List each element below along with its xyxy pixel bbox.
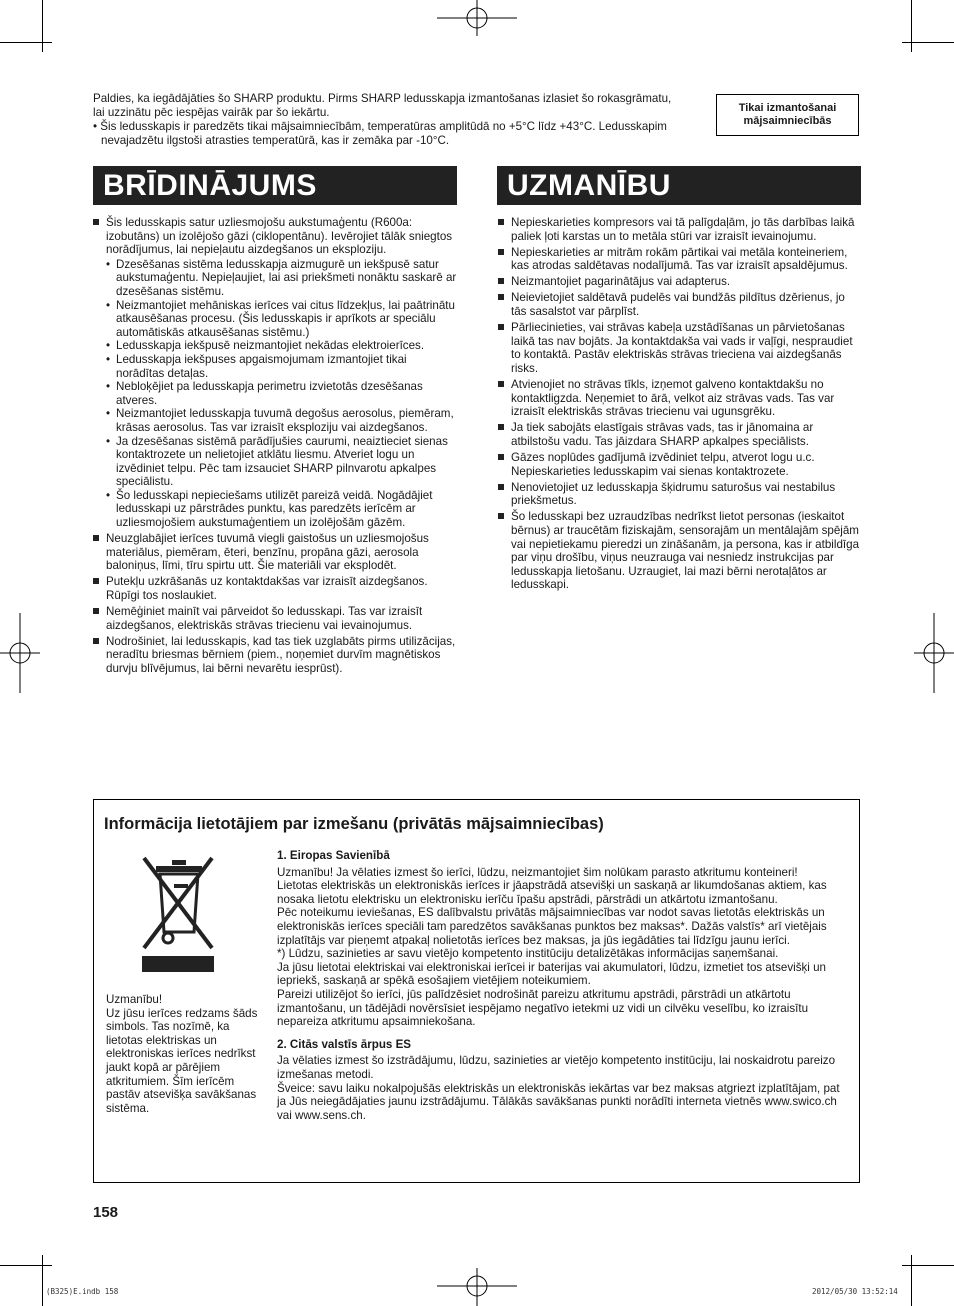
bullet-dot-icon: • [106, 298, 111, 312]
crop-mark [902, 1265, 954, 1266]
warning-subitem-text: Dzesēšanas sistēma ledusskapja aizmugurē un iekšpusē satur aukstumaģentu. Nepieļaujiet, lai asi priekšmeti nonāktu saskarē ar dzesēšanas sistēmu. [116, 257, 457, 298]
eu-paragraph: Pēc noteikumu ieviešanas, ES dalībvalstu privātās mājsaimniecības var nodot savas lietotās elektriskās un elektroniskās ierīces speciāli tam paredzētos savākšanas punktos bez maksas*. Dažās valstīs* arī vietējais izplatītājs var pieņemt atpakaļ nolietotās ierīces bez maksas, ja jūs iegādāties tai līdzīgu jaunu ierīci. [277, 906, 827, 947]
warning-subitem-text: Ja dzesēšanas sistēmā parādījušies caurumi, neaiztieciet sienas kontaktrozete un nelietojiet atklātu liesmu. Atveriet logu un izvēdiniet telpu. Pēc tam izsauciet SHARP pilnvarotu apkalpes speciālistu. [116, 434, 448, 489]
badge-line-1: Tikai izmantošanai [738, 102, 837, 114]
caution-item [497, 321, 862, 375]
caution-item-text: Atvienojiet no strāvas tīkls, izņemot galveno kontaktdakšu no kontaktligzda. Neņemiet to ārā, velkot aiz strāvas vads. Tas var izraisīt elektriskās strāvas triecienu vai ugunsgrēku. [511, 378, 835, 419]
warning-subitem [106, 339, 458, 353]
bullet-dot-icon: • [106, 339, 111, 353]
bullet-square-icon [498, 294, 504, 300]
eu-paragraph: Pareizi utilizējot šo ierīci, jūs palīdzēsiet nodrošināt pareizu atkritumu apstrādi, pārstrādi un atkārtotu izmantošanu, un tādējādi novērsīsiet iespējamo negatīvo ietekmi uz vidi un cilvēku veselību, ko izraisītu nepareiza atkritumu apsaimniekošana. [277, 987, 809, 1029]
bullet-square-icon [498, 454, 504, 460]
warning-item-text: Putekļu uzkrāšanās uz kontaktdakšas var izraisīt aizdegšanos. Rūpīgi tos noslaukiet. [106, 575, 428, 603]
intro-paragraph: Paldies, ka iegādājāties šo SHARP produktu. Pirms SHARP ledusskapja izmantošanas izlasiet šo rokasgrāmatu, lai uzzinātu pēc iespējas vairāk par šo iekārtu. [93, 92, 672, 119]
crop-mark [911, 1255, 912, 1306]
warning-list [92, 216, 458, 678]
warning-subitem-text: Neizmantojiet mehāniskas ierīces vai citus līdzekļus, lai paātrinātu atkausēšanas procesu. (Šis ledusskapis ir aprīkots ar speciālu automātiskās atkausēšanas sistēmu.) [116, 298, 455, 339]
symbol-note-line: Uzmanību! [106, 993, 163, 1006]
caution-item [497, 421, 862, 448]
caution-item-text: Gāzes noplūdes gadījumā izvēdiniet telpu, atverot logu u.c. Nepieskarieties ledusskapim vai sienas kontaktrozete. [511, 451, 815, 478]
crop-mark [42, 1255, 43, 1306]
bullet-square-icon [93, 578, 99, 584]
bullet-square-icon [498, 381, 504, 387]
bullet-square-icon [498, 513, 504, 519]
non-eu-section-text [277, 1054, 847, 1122]
bullet-square-icon [93, 219, 99, 225]
caution-item [497, 275, 862, 289]
disposal-sections [277, 849, 847, 1122]
eu-paragraph: Uzmanību! Ja vēlaties izmest šo ierīci, lūdzu, neizmantojiet šim nolūkam parasto atkritumu konteineri! [277, 865, 798, 879]
caution-item-text: Ja tiek sabojāts elastīgais strāvas vads, tas ir jānomaina ar atbilstošu vadu. Tas jāizdara SHARP apkalpes speciālists. [511, 421, 814, 448]
warning-subitem-text: Ledusskapja iekšpusē neizmantojiet nekādas elektroierīces. [116, 339, 425, 353]
bullet-dot-icon: • [106, 407, 111, 421]
bullet-square-icon [93, 638, 99, 644]
bullet-dot-icon: • [106, 257, 111, 271]
non-eu-paragraph: Ja vēlaties izmest šo izstrādājumu, lūdzu, sazinieties ar vietējo kompetento institūciju, lai noskaidrotu pareizo izmešanas metodi. [277, 1054, 836, 1081]
registration-mark-top [437, 0, 517, 36]
caution-item-text: Šo ledusskapi bez uzraudzības nedrīkst lietot personas (ieskaitot bērnus) ar traucētām fiziskajām, sensorajām un mentālajām spējām vai nepietiekamu pieredzi un zināšanām, ja persona, kas ir atbildīga par viņu drošību, viņus neuzrauga vai nesniedz instrukcijas par ledusskapja lietošanu. Uzraugiet, lai mazi bērni nerotaļātos ar ledusskapi. [511, 510, 860, 592]
symbol-note-line: Uz jūsu ierīces redzams šāds simbols. Tas nozīmē, ka lietotas elektriskas un elektroniskas ierīces nedrīkst jaukt kopā ar pārējiem atkritumiem. Šīm ierīcēm pastāv atsevišķa savākšanas sistēma. [106, 1006, 258, 1115]
intro-text [93, 92, 683, 148]
caution-item [497, 216, 862, 243]
warning-item [92, 532, 458, 573]
crop-mark [0, 1265, 52, 1266]
registration-mark-left [0, 613, 40, 693]
caution-item [497, 481, 862, 508]
warning-subitem-text: Nebloķējiet pa ledusskapja perimetru izvietotās dzesēšanas atveres. [116, 380, 423, 407]
warning-subitem [106, 299, 458, 340]
crop-mark [911, 0, 912, 52]
badge-line-2: mājsaimniecībās [743, 115, 832, 127]
eu-section-title: 1. Eiropas Savienībā [277, 849, 390, 862]
caution-item [497, 510, 862, 592]
crop-mark [42, 0, 43, 52]
warning-subitem [106, 258, 458, 299]
crop-mark [902, 42, 954, 43]
registration-mark-right [914, 613, 954, 693]
eu-paragraph: *) Lūdzu, sazinieties ar savu vietējo kompetento institūciju detalizētākas informācijas saņemšanai. [277, 947, 779, 961]
bullet-square-icon [498, 278, 504, 284]
footer-date: 2012/05/30 13:52:14 [812, 1287, 898, 1296]
non-eu-section-title: 2. Citās valstīs ārpus ES [277, 1037, 412, 1051]
bullet-dot-icon: • [106, 352, 111, 366]
warning-item-text: Neuzglabājiet ierīces tuvumā viegli gaistošus un uzliesmojošus materiālus, piemēram, ēteri, benzīnu, propāna gāzi, aerosola baloniņus, līmi, tīru spirtu utt. Šie materiāli var eksplodēt. [106, 532, 429, 573]
warning-item [92, 575, 458, 602]
page-number: 158 [93, 1204, 119, 1221]
warning-subitem [106, 353, 458, 380]
caution-item-text: Pārliecinieties, vai strāvas kabeļa uzstādīšanas un pārvietošanas laikā tas nav bojāts. Ja kontaktdakša vai vads ir vaļīgi, nespraudiet to kontaktā. Pastāv elektriskās strāvas trieciena vai aizdegšanās risks. [511, 321, 853, 375]
registration-mark-bottom [437, 1268, 517, 1306]
symbol-note [106, 993, 258, 1115]
caution-item-text: Nenovietojiet uz ledusskapja šķidrumu saturošus vai nestabilus priekšmetus. [511, 480, 836, 508]
bullet-dot-icon: • [106, 488, 111, 502]
bullet-square-icon [498, 324, 504, 330]
caution-item-text: Neievietojiet saldētavā pudelēs vai bundžās pildītus dzērienus, jo tās sasalstot var pārplīst. [511, 291, 845, 319]
warning-item-text: Nodrošiniet, lai ledusskapis, kad tas tiek uzglabāts pirms utilizācijas, neradītu briesmas bērniem (piem., noņemiet durvīm magnētiskos durvju blīvējumus, lai bērni nevarētu iesprūst). [106, 634, 456, 675]
warning-item-text: Šis ledusskapis satur uzliesmojošu aukstumaģentu (R600a: izobutāns) un izolējošo gāzi (ciklopentānu). Ievērojiet tālāk sniegtos norādījumus, lai nepieļautu aizdegšanos un eksploziju. [106, 216, 453, 257]
eu-section-text [277, 866, 847, 1029]
warning-subitem-text: Šo ledusskapi nepieciešams utilizēt pareizā veidā. Nogādājiet ledusskapi uz pārstrādes punktu, kas paredzēts ierīcēm ar uzliesmojošiem aukstumaģentiem un izolējošām gāzēm. [116, 488, 433, 530]
caution-item-text: Neizmantojiet pagarinātājus vai adapterus. [511, 275, 731, 289]
warning-subitem-text: Neizmantojiet ledusskapja tuvumā degošus aerosolus, piemēram, krāsas aerosolus. Tas var izraisīt eksploziju vai aizdegšanos. [116, 407, 454, 434]
caution-item-text: Nepieskarieties ar mitrām rokām pārtikai vai metāla konteineriem, kas atrodas saldētavas nodalījumā. Tas var izraisīt apsaldējumus. [511, 245, 848, 273]
warning-item [92, 635, 458, 676]
warning-subitem [106, 380, 458, 407]
warning-subitem-text: Ledusskapja iekšpuses apgaismojumam izmantojiet tikai norādītas detaļas. [116, 352, 407, 380]
warning-item [92, 605, 458, 632]
intro-bullet: • Šis ledusskapis ir paredzēts tikai mājsaimniecībām, temperatūras amplitūdā no +5°C līdz +43°C. Ledusskapim nevajadzētu ilgstoši atrasties temperatūrā, kas ir zemāka par -10°C. [93, 120, 667, 147]
disposal-title: Informācija lietotājiem par izmešanu (privātās mājsaimniecības) [104, 815, 604, 833]
warning-sublist [106, 258, 458, 530]
warning-subitem [106, 407, 458, 434]
caution-item [497, 451, 862, 478]
bullet-square-icon [93, 608, 99, 614]
bullet-square-icon [498, 424, 504, 430]
warning-banner: BRĪDINĀJUMS [93, 166, 457, 205]
footer-file: (B325)E.indb 158 [46, 1287, 119, 1296]
caution-banner: UZMANĪBU [497, 166, 861, 205]
warning-item-text: Nemēģiniet mainīt vai pārveidot šo ledusskapi. Tas var izraisīt aizdegšanos, elektriskās strāvas triecienu vai ievainojumus. [106, 605, 423, 632]
warning-subitem [106, 435, 458, 489]
caution-item [497, 246, 862, 273]
crossed-out-bin-icon [138, 852, 218, 974]
warning-subitem [106, 489, 458, 530]
bullet-square-icon [498, 219, 504, 225]
caution-item-text: Nepieskarieties kompresors vai tā palīgdaļām, jo tās darbības laikā paliek ļoti karstas un to metāla stūri var izraisīt ievainojumu. [511, 216, 855, 243]
bullet-dot-icon: • [106, 434, 111, 448]
household-use-badge [716, 94, 859, 136]
crop-mark [0, 42, 52, 43]
bullet-square-icon [498, 249, 504, 255]
bullet-dot-icon: • [106, 380, 111, 394]
caution-item [497, 378, 862, 419]
eu-paragraph: Ja jūsu lietotai elektriskai vai elektroniskai ierīcei ir baterijas vai akumulatori, lūdzu, izmetiet tos atsevišķi un iepriekš, saskaņā ar spēkā esošajiem vietējiem noteikumiem. [277, 960, 826, 988]
caution-list [497, 216, 862, 594]
eu-paragraph: Lietotas elektriskās un elektroniskās ierīces ir jāapstrādā atsevišķi un saskaņā ar likumdošanas aktiem, kas nosaka lietotu elektrisku un elektronisku ierīču īpašu apstrādi, pārstrādi un atkārtotu izmantošanu. [277, 879, 827, 906]
bullet-square-icon [93, 535, 99, 541]
caution-item [497, 291, 862, 318]
non-eu-paragraph: Šveice: savu laiku nokalpojušās elektriskās un elektroniskās iekārtas var bez maksas atgriezt izplatītājam, pat ja Jūs neiegādājaties jaunu izstrādājumu. Tālākās savākšanas punkti norādīti interneta vietnēs www.swico.ch vai www.sens.ch. [277, 1081, 840, 1122]
warning-item [92, 216, 458, 530]
bullet-square-icon [498, 484, 504, 490]
